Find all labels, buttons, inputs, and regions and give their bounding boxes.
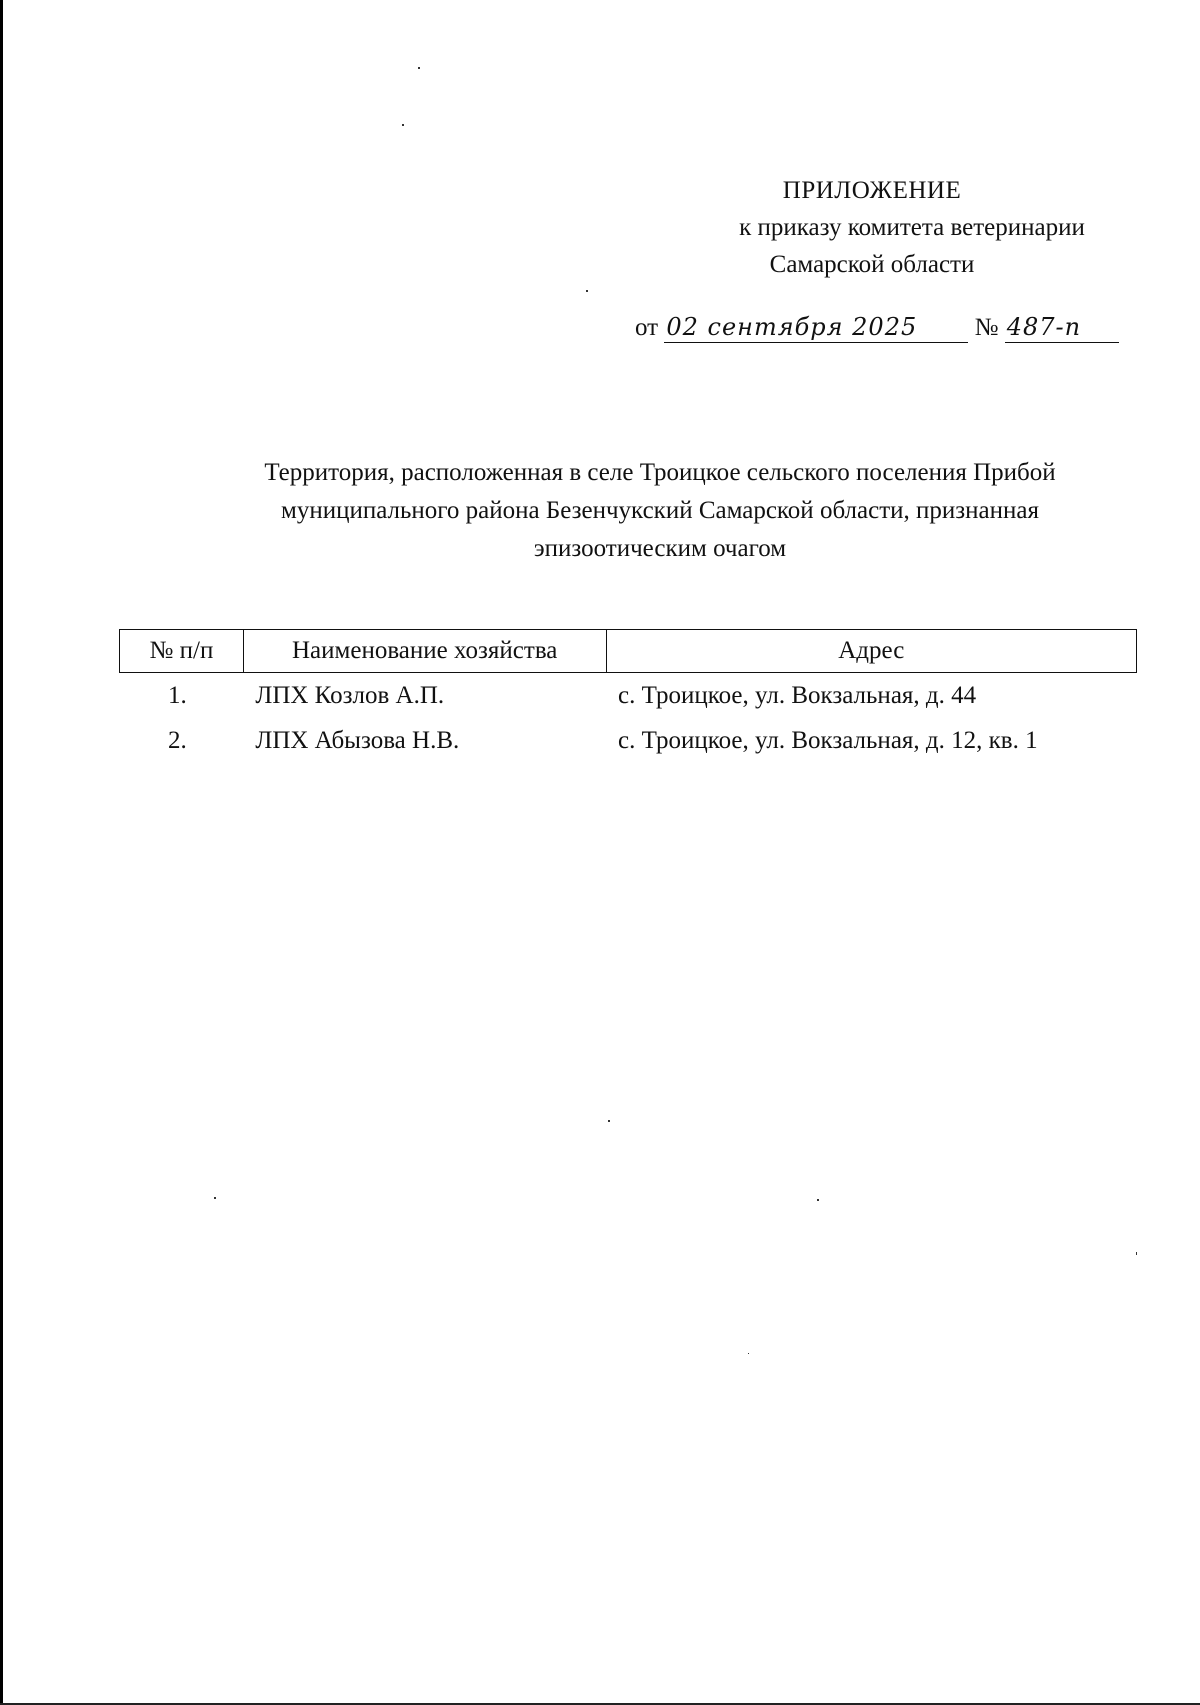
scan-speck xyxy=(214,1197,216,1199)
row-farm-name: ЛПХ Козлов А.П. xyxy=(255,681,445,709)
appendix-block xyxy=(622,172,1122,283)
scan-speck xyxy=(586,290,588,292)
farms-table-wrapper xyxy=(119,629,1137,763)
scan-speck xyxy=(608,1120,610,1122)
farms-table xyxy=(119,629,1137,763)
order-number-handwritten: 487-п xyxy=(1005,312,1119,343)
row-number: 1. xyxy=(168,681,187,709)
order-date-handwritten: 02 сентября 2025 xyxy=(664,312,968,343)
scan-speck xyxy=(1136,1252,1137,1255)
header-address: Адрес xyxy=(606,630,1136,673)
header-farm-name: Наименование хозяйства xyxy=(243,630,606,673)
appendix-line-order-ref: к приказу комитета ветеринарии xyxy=(739,214,1085,241)
table-row xyxy=(120,718,1137,763)
row-number: 2. xyxy=(168,726,187,754)
row-address: с. Троицкое, ул. Вокзальная, д. 12, кв. 1 xyxy=(618,726,1038,754)
heading-line-2: муниципального района Безенчукский Самарской области, признанная xyxy=(281,497,1039,524)
scan-speck xyxy=(748,1353,749,1354)
scan-speck xyxy=(418,67,420,69)
scan-speck xyxy=(817,1199,819,1201)
document-heading xyxy=(200,454,1120,568)
heading-line-1: Территория, расположенная в селе Троицкое сельского поселения Прибой xyxy=(264,459,1056,486)
from-label: от xyxy=(635,314,659,341)
row-farm-name: ЛПХ Абызова Н.В. xyxy=(255,726,460,754)
table-row xyxy=(120,673,1137,719)
scan-border-left xyxy=(0,0,3,1705)
scan-speck xyxy=(402,124,404,126)
table-header-row xyxy=(120,630,1137,673)
order-reference-line xyxy=(635,310,1135,346)
number-label: № xyxy=(974,314,999,341)
heading-line-3: эпизоотическим очагом xyxy=(533,535,787,562)
appendix-title: ПРИЛОЖЕНИЕ xyxy=(782,177,962,204)
header-number: № п/п xyxy=(120,630,244,673)
row-address: с. Троицкое, ул. Вокзальная, д. 44 xyxy=(618,681,977,709)
appendix-line-region: Самарской области xyxy=(769,251,975,278)
